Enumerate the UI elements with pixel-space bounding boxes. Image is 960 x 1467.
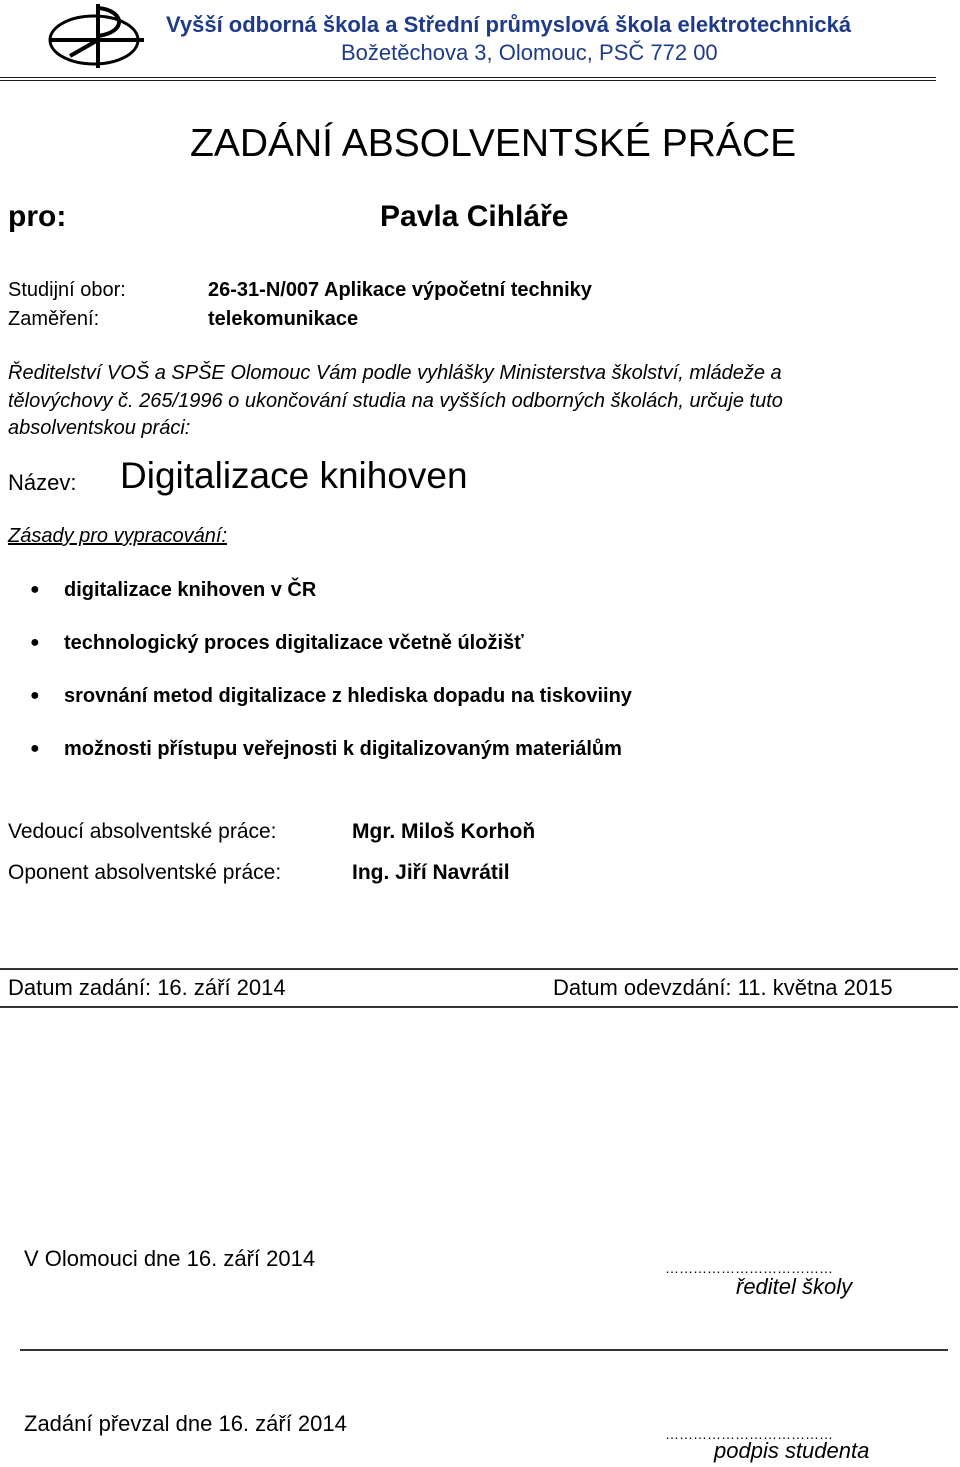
intro-line-3: absolventskou práci: <box>8 417 191 439</box>
student-signature-label: podpis studenta <box>714 1438 870 1463</box>
principles-heading: Zásady pro vypracování: <box>8 525 227 547</box>
list-item: ● srovnání metod digitalizace z hlediska dopadu na tiskoviiny <box>30 685 632 707</box>
list-item: ● technologický proces digitalizace včetně úložišť <box>30 632 524 654</box>
intro-line-2: tělovýchovy č. 265/1996 o ukončování studia na vyšších odborných školách, určuje tuto <box>8 390 783 412</box>
student-signature-line: ……………………………… <box>665 1426 833 1442</box>
dates-top-divider <box>0 968 958 970</box>
field-value-study: 26-31-N/007 Aplikace výpočetní techniky <box>208 279 592 301</box>
field-label-specialization: Zaměření: <box>8 308 100 330</box>
footer-divider <box>20 1349 948 1351</box>
opponent-name: Ing. Jiří Navrátil <box>352 861 510 884</box>
thesis-name: Digitalizace knihoven <box>120 455 468 496</box>
bullet-icon: ● <box>30 634 40 651</box>
signature-line: ……………………………… <box>665 1260 833 1276</box>
bullet-icon: ● <box>30 740 40 757</box>
school-name: Vyšší odborná škola a Střední průmyslová škola elektrotechnická <box>166 12 852 37</box>
page-title: ZADÁNÍ ABSOLVENTSKÉ PRÁCE <box>190 122 797 165</box>
supervisor-label: Vedoucí absolventské práce: <box>8 820 277 843</box>
opponent-label: Oponent absolventské práce: <box>8 861 282 884</box>
received-date: Zadání převzal dne 16. září 2014 <box>24 1411 347 1436</box>
header-divider <box>0 77 936 81</box>
student-name: Pavla Cihláře <box>380 200 569 233</box>
school-address: Božetěchova 3, Olomouc, PSČ 772 00 <box>341 40 718 65</box>
list-item: ● možnosti přístupu veřejnosti k digitalizovaným materiálům <box>30 738 622 760</box>
director-label: ředitel školy <box>736 1274 853 1299</box>
dates-bottom-divider <box>0 1006 958 1008</box>
date-due: Datum odevzdání: 11. května 2015 <box>553 975 893 1000</box>
supervisor-name: Mgr. Miloš Korhoň <box>352 820 536 843</box>
list-item: ● digitalizace knihoven v ČR <box>30 579 317 601</box>
field-label-study: Studijní obor: <box>8 279 126 301</box>
school-logo-icon <box>44 2 148 70</box>
field-value-specialization: telekomunikace <box>208 308 359 330</box>
bullet-icon: ● <box>30 581 40 598</box>
for-label: pro: <box>8 200 67 233</box>
intro-line-1: Ředitelství VOŠ a SPŠE Olomouc Vám podle vyhlášky Ministerstva školství, mládeže a <box>8 362 782 384</box>
bullet-icon: ● <box>30 687 40 704</box>
date-assigned: Datum zadání: 16. září 2014 <box>8 975 286 1000</box>
place-date: V Olomouci dne 16. září 2014 <box>24 1246 316 1271</box>
thesis-name-label: Název: <box>8 470 77 495</box>
